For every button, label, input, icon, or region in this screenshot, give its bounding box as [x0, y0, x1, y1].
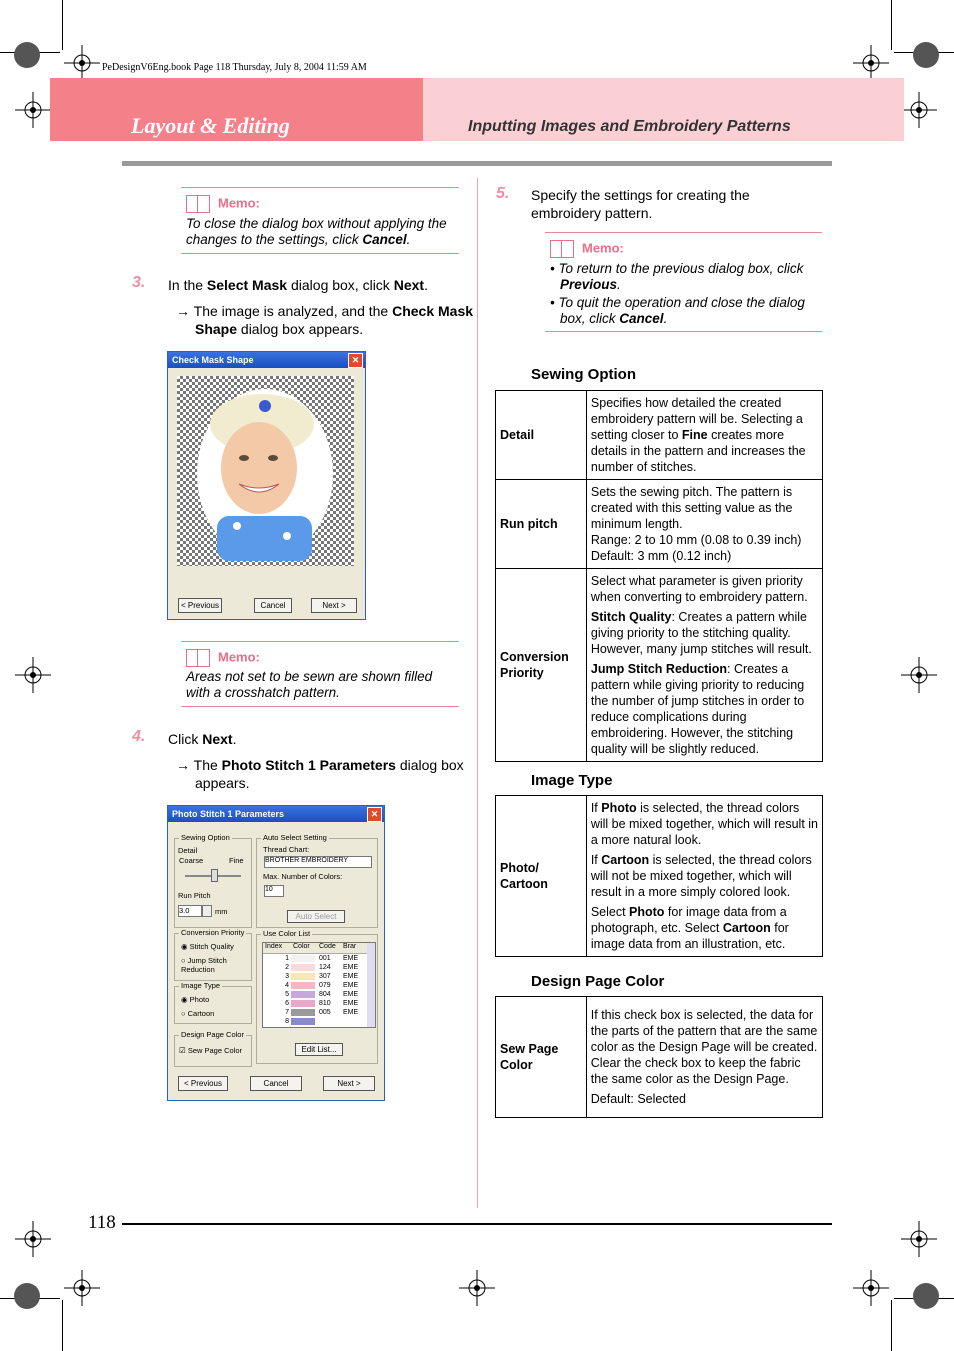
color-list-row[interactable]: 3 307 EME — [285, 973, 359, 980]
color-list-row[interactable]: 8 — [263, 1017, 375, 1026]
memo-box — [545, 232, 822, 332]
dialog-title-bar: Photo Stitch 1 Parameters ✕ — [168, 806, 384, 822]
next-button[interactable]: Next > — [323, 1076, 375, 1091]
design-page-table — [495, 996, 823, 1118]
conversion-priority-group: Conversion Priority ◉ Stitch Quality ○ Jump Stitch Reduction — [174, 933, 252, 981]
arrow-icon: → — [176, 757, 190, 773]
radio-stitch-quality[interactable]: ◉ Stitch Quality — [181, 942, 234, 951]
table-row — [496, 796, 823, 957]
color-list-row[interactable]: 4 079 EME — [285, 982, 359, 989]
memo-bullet: • To return to the previous dialog box, click Previous. — [550, 261, 804, 292]
table-key: Photo/ Cartoon — [496, 796, 587, 957]
table-row — [496, 480, 823, 569]
edit-list-button[interactable]: Edit List... — [295, 1043, 343, 1056]
color-list-header: Index Color Code Brar — [263, 943, 375, 954]
table-row — [496, 569, 823, 762]
step-number: 4. — [132, 728, 146, 745]
sewing-option-group: Sewing Option Detail Coarse Fine Run Pitch 3.0 mm — [174, 838, 252, 928]
memo-text: To close the dialog box without applying the changes to the settings, click Cancel. — [186, 216, 447, 247]
step-result: → The Photo Stitch 1 Parameters dialog box appears. — [176, 757, 464, 791]
section-heading: Image Type — [531, 772, 613, 789]
radio-jump-reduction[interactable]: ○ Jump Stitch Reduction — [181, 956, 227, 974]
color-list-row[interactable]: 2 124 EME — [285, 964, 359, 971]
table-key: Detail — [496, 391, 587, 480]
color-swatch — [291, 973, 315, 980]
memo-title: Memo: — [218, 649, 260, 665]
color-swatch — [291, 964, 315, 971]
memo-icon — [186, 649, 210, 667]
memo-icon — [186, 195, 210, 213]
table-value: Select what parameter is given priority when converting to embroidery pattern. Stitch Quality: Creates a pattern while giving priority to the stitching quality. However, many jump stitches will result. Jump Stitch Reduction: Creates a pattern while giving priority to reducing the number of jump stitches in order to reduce complications during embroidering. However, the stitching quality will be slightly reduced. — [586, 569, 822, 762]
image-type-table — [495, 795, 823, 957]
table-key: Sew Page Color — [496, 997, 587, 1118]
close-icon[interactable]: ✕ — [367, 807, 382, 822]
color-swatch — [291, 1018, 315, 1025]
table-value: If Photo is selected, the thread colors will be mixed together, which will result in a more natural look. If Cartoon is selected, the thread colors will not be mixed together, which will result in a more simply colored look. Select Photo for image data from a photograph, etc. Select Cartoon for image data from an illustration, etc. — [586, 796, 822, 957]
design-page-color-group: Design Page Color ☑ Sew Page Color — [174, 1035, 252, 1067]
memo-box — [181, 641, 459, 707]
radio-photo[interactable]: ◉ Photo — [181, 995, 210, 1004]
image-type-group: Image Type ◉ Photo ○ Cartoon — [174, 986, 252, 1024]
step-text: Specify the settings for creating the embroidery pattern. — [531, 187, 750, 221]
scrollbar[interactable] — [367, 943, 375, 1027]
use-color-list-group: Use Color List Index Color Code Brar 1 001 EME 2 124 EME 3 307 EME 4 079 EME 5 804 EME 6 810 EME 7 005 EME 8 Edit List... — [256, 934, 378, 1064]
memo-box — [181, 187, 459, 254]
next-button[interactable]: Next > — [311, 598, 357, 613]
column-divider — [477, 178, 478, 1208]
spin-button[interactable] — [202, 905, 212, 917]
previous-button[interactable]: < Previous — [178, 598, 222, 613]
thread-chart-select[interactable]: BROTHER EMBROIDERY — [264, 856, 372, 868]
color-swatch — [291, 955, 315, 962]
photo-stitch-dialog — [167, 805, 385, 1101]
section-title: Inputting Images and Embroidery Patterns — [468, 118, 791, 135]
check-mask-dialog — [167, 351, 366, 620]
memo-text: Areas not set to be sewn are shown filled with a crosshatch pattern. — [186, 669, 433, 700]
previous-button[interactable]: < Previous — [178, 1076, 228, 1091]
memo-title: Memo: — [582, 240, 624, 256]
memo-icon — [550, 240, 574, 258]
arrow-icon: → — [176, 303, 190, 319]
max-colors-input[interactable]: 10 — [264, 885, 284, 897]
sew-page-color-checkbox[interactable]: ☑ Sew Page Color — [179, 1046, 243, 1055]
radio-cartoon[interactable]: ○ Cartoon — [181, 1009, 215, 1018]
slider-thumb[interactable] — [211, 869, 218, 882]
section-heading: Design Page Color — [531, 973, 665, 990]
step-result: → The image is analyzed, and the Check Mask Shape dialog box appears. — [176, 303, 474, 337]
table-row — [496, 997, 823, 1118]
color-swatch — [291, 1000, 315, 1007]
memo-bullet: • To quit the operation and close the dialog box, click Cancel. — [550, 295, 805, 326]
color-list-row[interactable]: 5 804 EME — [285, 991, 359, 998]
auto-select-button[interactable]: Auto Select — [287, 910, 345, 923]
table-key: Conversion Priority — [496, 569, 587, 762]
table-value: Specifies how detailed the created embroidery pattern will be. Selecting a setting closer to Fine creates more details in the pattern and increases the number of stitches. — [586, 391, 822, 480]
step-text: In the Select Mask dialog box, click Next. — [168, 277, 428, 293]
step-number: 5. — [496, 185, 510, 202]
footer-rule — [122, 1223, 832, 1225]
color-list-rows — [263, 954, 375, 1026]
sewing-option-table — [495, 390, 823, 762]
table-value: Sets the sewing pitch. The pattern is created with this setting value as the minimum length. Range: 2 to 10 mm (0.08 to 0.39 inch) Default: 3 mm (0.12 inch) — [586, 480, 822, 569]
table-row — [496, 391, 823, 480]
step-number: 3. — [132, 274, 146, 291]
mask-preview — [177, 376, 354, 566]
color-swatch — [291, 991, 315, 998]
color-list-row[interactable]: 6 810 EME — [285, 1000, 359, 1007]
color-swatch — [291, 1009, 315, 1016]
table-key: Run pitch — [496, 480, 587, 569]
step-text: Click Next. — [168, 731, 237, 747]
run-pitch-input[interactable]: 3.0 — [178, 905, 202, 917]
child-photo — [177, 376, 354, 566]
color-list-row[interactable]: 7 005 EME — [285, 1009, 359, 1016]
section-heading: Sewing Option — [531, 366, 636, 383]
chapter-title: Layout & Editing — [131, 113, 290, 138]
color-list-row[interactable]: 1 001 EME — [285, 955, 359, 962]
auto-select-group: Auto Select Setting Thread Chart: BROTHER EMBROIDERY Max. Number of Colors: 10 Auto Select — [256, 838, 378, 928]
cancel-button[interactable]: Cancel — [254, 598, 292, 613]
table-value: If this check box is selected, the data for the parts of the pattern that are the same color as the Design Page will be created. Clear the check box to keep the fabric the same color as the Design Page. Default: Selected — [586, 997, 822, 1118]
page-number: 118 — [88, 1212, 116, 1233]
close-icon[interactable]: ✕ — [348, 353, 363, 368]
memo-title: Memo: — [218, 195, 260, 211]
header-rule — [122, 161, 832, 166]
color-list-table[interactable] — [262, 942, 376, 1028]
color-swatch — [291, 982, 315, 989]
dialog-title-bar: Check Mask Shape ✕ — [168, 352, 365, 368]
cancel-button[interactable]: Cancel — [250, 1076, 302, 1091]
book-line: PeDesignV6Eng.book Page 118 Thursday, July 8, 2004 11:59 AM — [102, 62, 367, 73]
